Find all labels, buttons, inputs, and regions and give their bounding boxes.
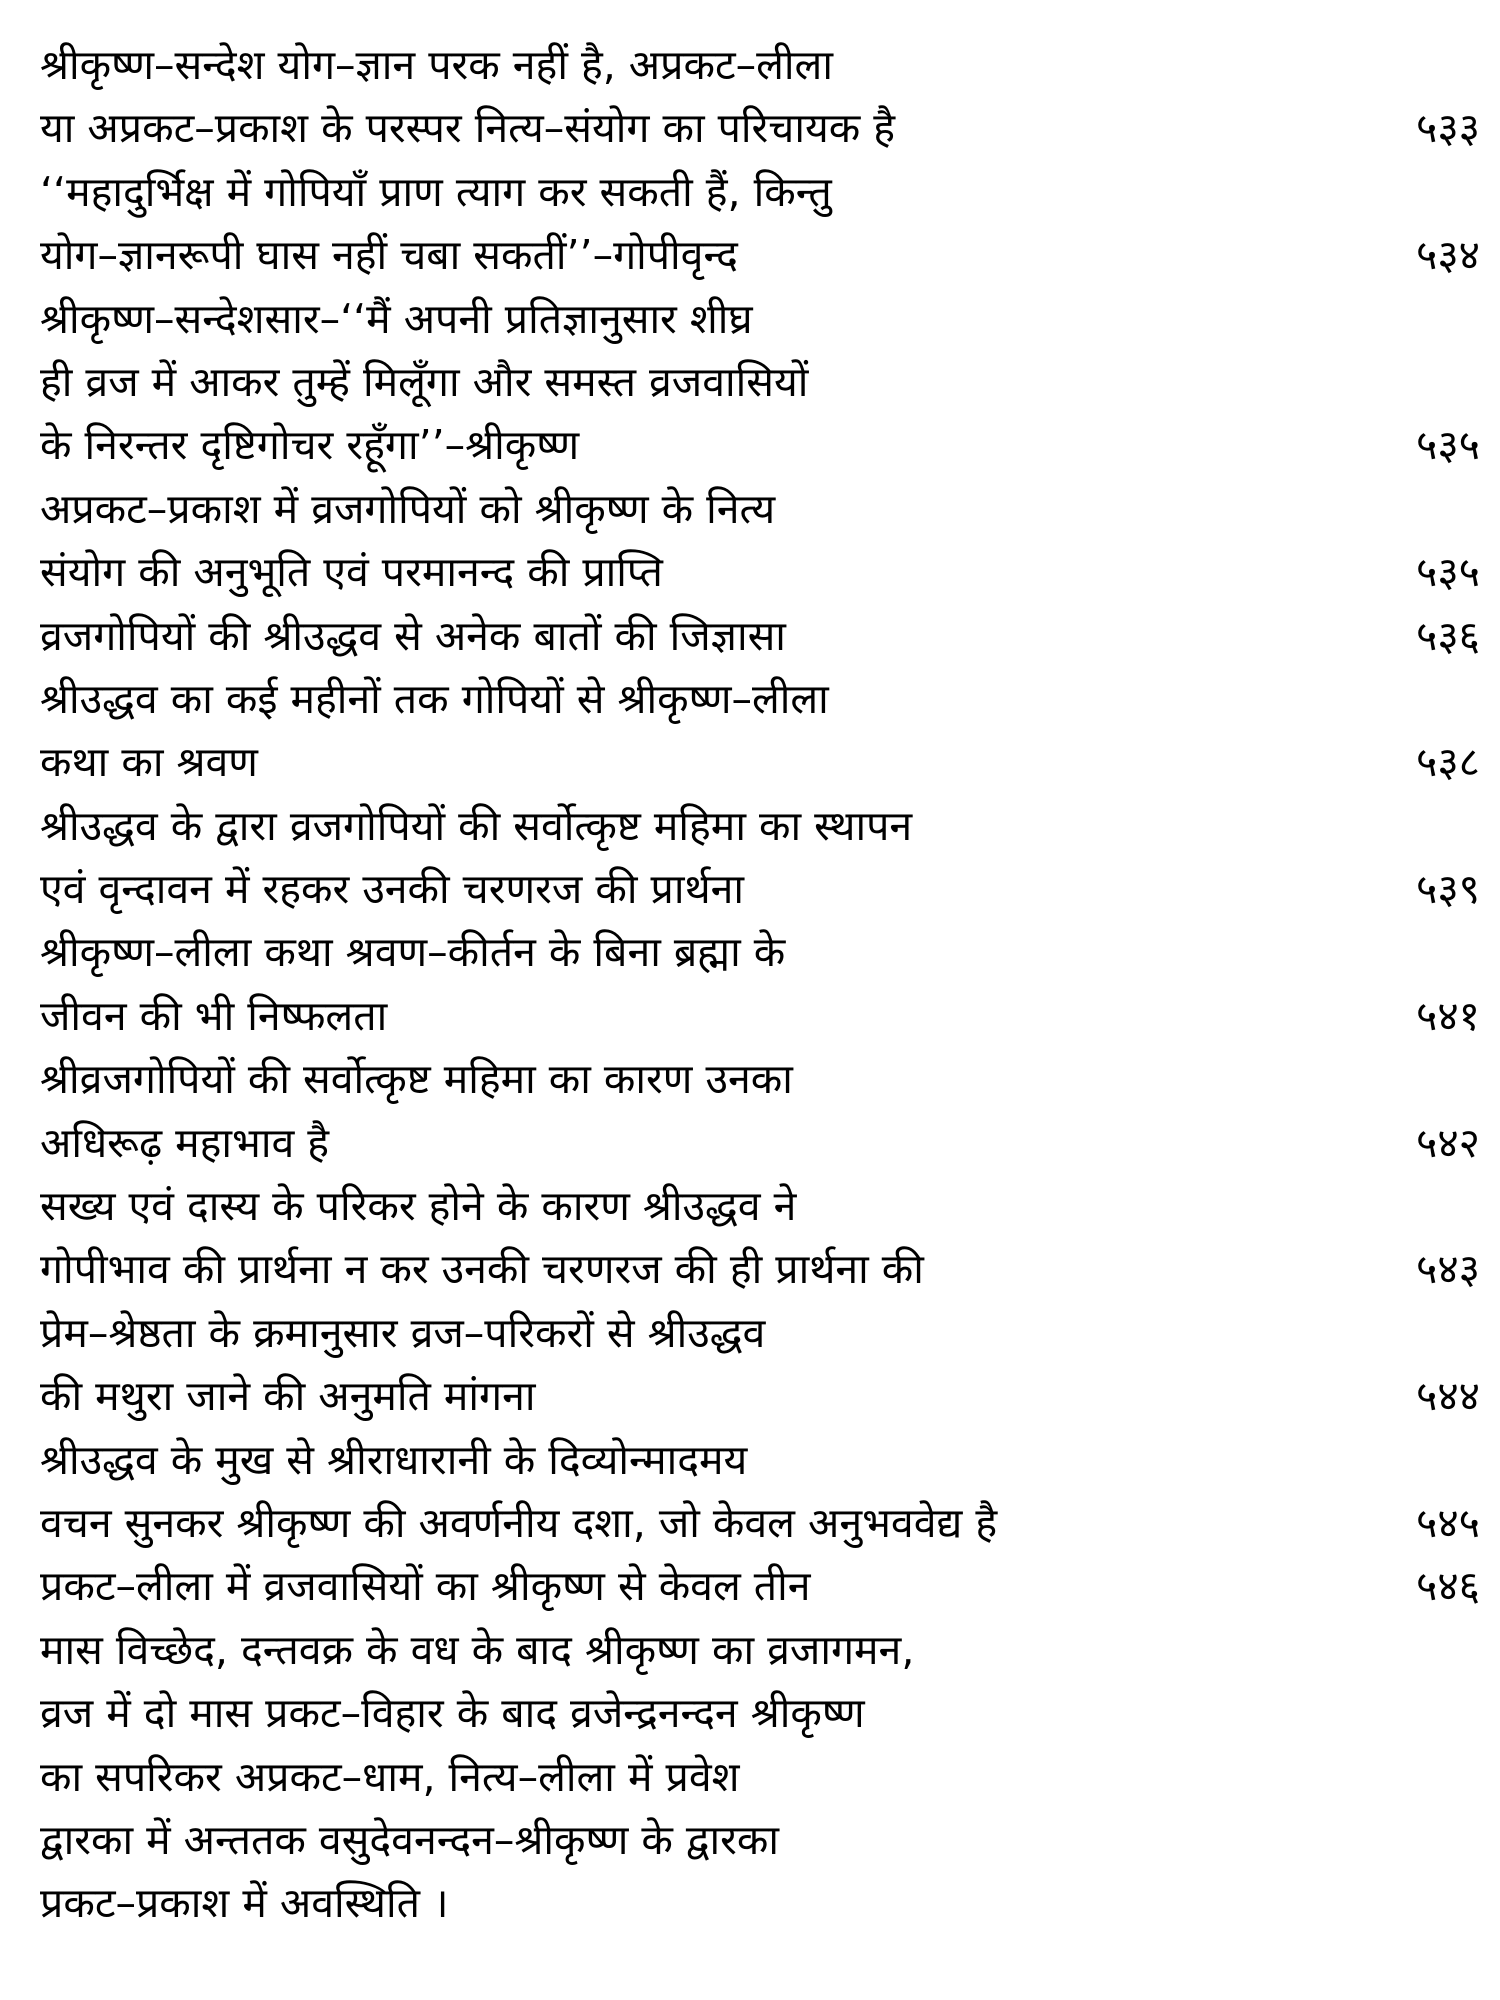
toc-entry-text: योग–ज्ञानरूपी घास नहीं चबा सकतीं’’–गोपीवृन्द — [40, 231, 738, 280]
toc-line — [40, 1555, 1480, 1618]
toc-page-number: ५४६ — [1416, 1562, 1480, 1611]
toc-line — [40, 1112, 1480, 1175]
toc-entry-text: ‘‘महादुर्भिक्ष में गोपियाँ प्राण त्याग कर सकती हैं, किन्तु — [40, 167, 832, 216]
toc-entry-text: का सपरिकर अप्रकट–धाम, नित्य–लीला में प्रवेश — [40, 1752, 740, 1801]
toc-line — [40, 34, 1480, 97]
toc-entry-text: व्रजगोपियों की श्रीउद्धव से अनेक बातों की जिज्ञासा — [40, 611, 786, 660]
toc-line — [40, 858, 1480, 921]
toc-entry-text: जीवन की भी निष्फलता — [40, 991, 388, 1040]
toc-page-number: ५४५ — [1416, 1498, 1480, 1547]
toc-entry-text: प्रेम–श्रेष्ठता के क्रमानुसार व्रज–परिकरों से श्रीउद्धव — [40, 1308, 766, 1357]
toc-entry-text: या अप्रकट–प्रकाश के परस्पर नित्य–संयोग का परिचायक है — [40, 104, 896, 153]
toc-page-number: ५४२ — [1416, 1118, 1480, 1167]
toc-page-number: ५४४ — [1416, 1372, 1480, 1421]
toc-entry-text: प्रकट–प्रकाश में अवस्थिति । — [40, 1879, 449, 1928]
toc-entry-text: मास विच्छेद, दन्तवक्र के वध के बाद श्रीकृष्ण का व्रजागमन, — [40, 1625, 915, 1674]
toc-page-number: ५३९ — [1416, 865, 1480, 914]
toc-line — [40, 731, 1480, 794]
toc-entry-text: श्रीउद्धव के मुख से श्रीराधारानी के दिव्योन्मादमय — [40, 1435, 748, 1484]
toc-entry-text: गोपीभाव की प्रार्थना न कर उनकी चरणरज की ही प्रार्थना की — [40, 1245, 924, 1294]
toc-line — [40, 668, 1480, 731]
toc-line — [40, 224, 1480, 287]
toc-entry-text: श्रीकृष्ण–सन्देशसार–‘‘मैं अपनी प्रतिज्ञानुसार शीघ्र — [40, 294, 753, 343]
toc-entry-text: ही व्रज में आकर तुम्हें मिलूँगा और समस्त व्रजवासियों — [40, 357, 809, 406]
toc-line — [40, 1238, 1480, 1301]
toc-line — [40, 1872, 1480, 1935]
toc-page-number: ५३८ — [1416, 738, 1480, 787]
toc-entry-text: संयोग की अनुभूति एवं परमानन्द की प्राप्ति — [40, 548, 663, 597]
toc-page-number: ५३६ — [1416, 611, 1480, 660]
toc-entry-text: अधिरूढ़ महाभाव है — [40, 1118, 330, 1167]
toc-entry-text: कथा का श्रवण — [40, 738, 258, 787]
toc-page-number: ५४१ — [1416, 991, 1480, 1040]
toc-line — [40, 795, 1480, 858]
toc-line — [40, 161, 1480, 224]
toc-line — [40, 478, 1480, 541]
toc-entry-text: श्रीकृष्ण–सन्देश योग–ज्ञान परक नहीं है, अप्रकट–लीला — [40, 41, 833, 89]
toc-line — [40, 1619, 1480, 1682]
toc-line — [40, 1365, 1480, 1428]
toc-page-number: ५३३ — [1416, 104, 1480, 153]
toc-line — [40, 921, 1480, 984]
toc-line — [40, 605, 1480, 668]
toc-line — [40, 351, 1480, 414]
toc-line — [40, 1302, 1480, 1365]
toc-line — [40, 1429, 1480, 1492]
toc-entry-text: श्रीकृष्ण–लीला कथा श्रवण–कीर्तन के बिना ब्रह्मा के — [40, 928, 786, 977]
toc-entry-text: अप्रकट–प्रकाश में व्रजगोपियों को श्रीकृष्ण के नित्य — [40, 484, 776, 533]
toc-line — [40, 97, 1480, 160]
toc-entry-text: श्रीउद्धव के द्वारा व्रजगोपियों की सर्वोत्कृष्ट महिमा का स्थापन — [40, 801, 913, 850]
toc-line — [40, 1492, 1480, 1555]
toc-page-number: ५३५ — [1416, 548, 1480, 597]
toc-entry-text: द्वारका में अन्ततक वसुदेवनन्दन–श्रीकृष्ण के द्वारका — [40, 1815, 779, 1864]
toc-entry-text: वचन सुनकर श्रीकृष्ण की अवर्णनीय दशा, जो केवल अनुभववेद्य है — [40, 1498, 998, 1547]
toc-entry-text: की मथुरा जाने की अनुमति मांगना — [40, 1372, 536, 1421]
toc-line — [40, 1175, 1480, 1238]
toc-line — [40, 985, 1480, 1048]
toc-line — [40, 1048, 1480, 1111]
toc-entry-text: के निरन्तर दृष्टिगोचर रहूँगा’’–श्रीकृष्ण — [40, 421, 580, 470]
toc-line — [40, 1746, 1480, 1809]
toc-line — [40, 1809, 1480, 1872]
toc-page-number: ५४३ — [1416, 1245, 1480, 1294]
toc-entry-text: सख्य एवं दास्य के परिकर होने के कारण श्रीउद्धव ने — [40, 1182, 797, 1231]
toc-entry-text: प्रकट–लीला में व्रजवासियों का श्रीकृष्ण से केवल तीन — [40, 1562, 811, 1611]
toc-line — [40, 414, 1480, 477]
toc-entry-text: श्रीव्रजगोपियों की सर्वोत्कृष्ट महिमा का कारण उनका — [40, 1055, 793, 1104]
toc-entry-text: श्रीउद्धव का कई महीनों तक गोपियों से श्रीकृष्ण–लीला — [40, 674, 829, 723]
toc-line — [40, 541, 1480, 604]
toc-page-number: ५३४ — [1416, 231, 1480, 280]
toc-entry-text: व्रज में दो मास प्रकट–विहार के बाद व्रजेन्द्रनन्दन श्रीकृष्ण — [40, 1689, 865, 1738]
toc-entry-text: एवं वृन्दावन में रहकर उनकी चरणरज की प्रार्थना — [40, 865, 745, 914]
table-of-contents — [40, 34, 1480, 1936]
toc-line — [40, 1682, 1480, 1745]
toc-page-number: ५३५ — [1416, 421, 1480, 470]
toc-line — [40, 288, 1480, 351]
